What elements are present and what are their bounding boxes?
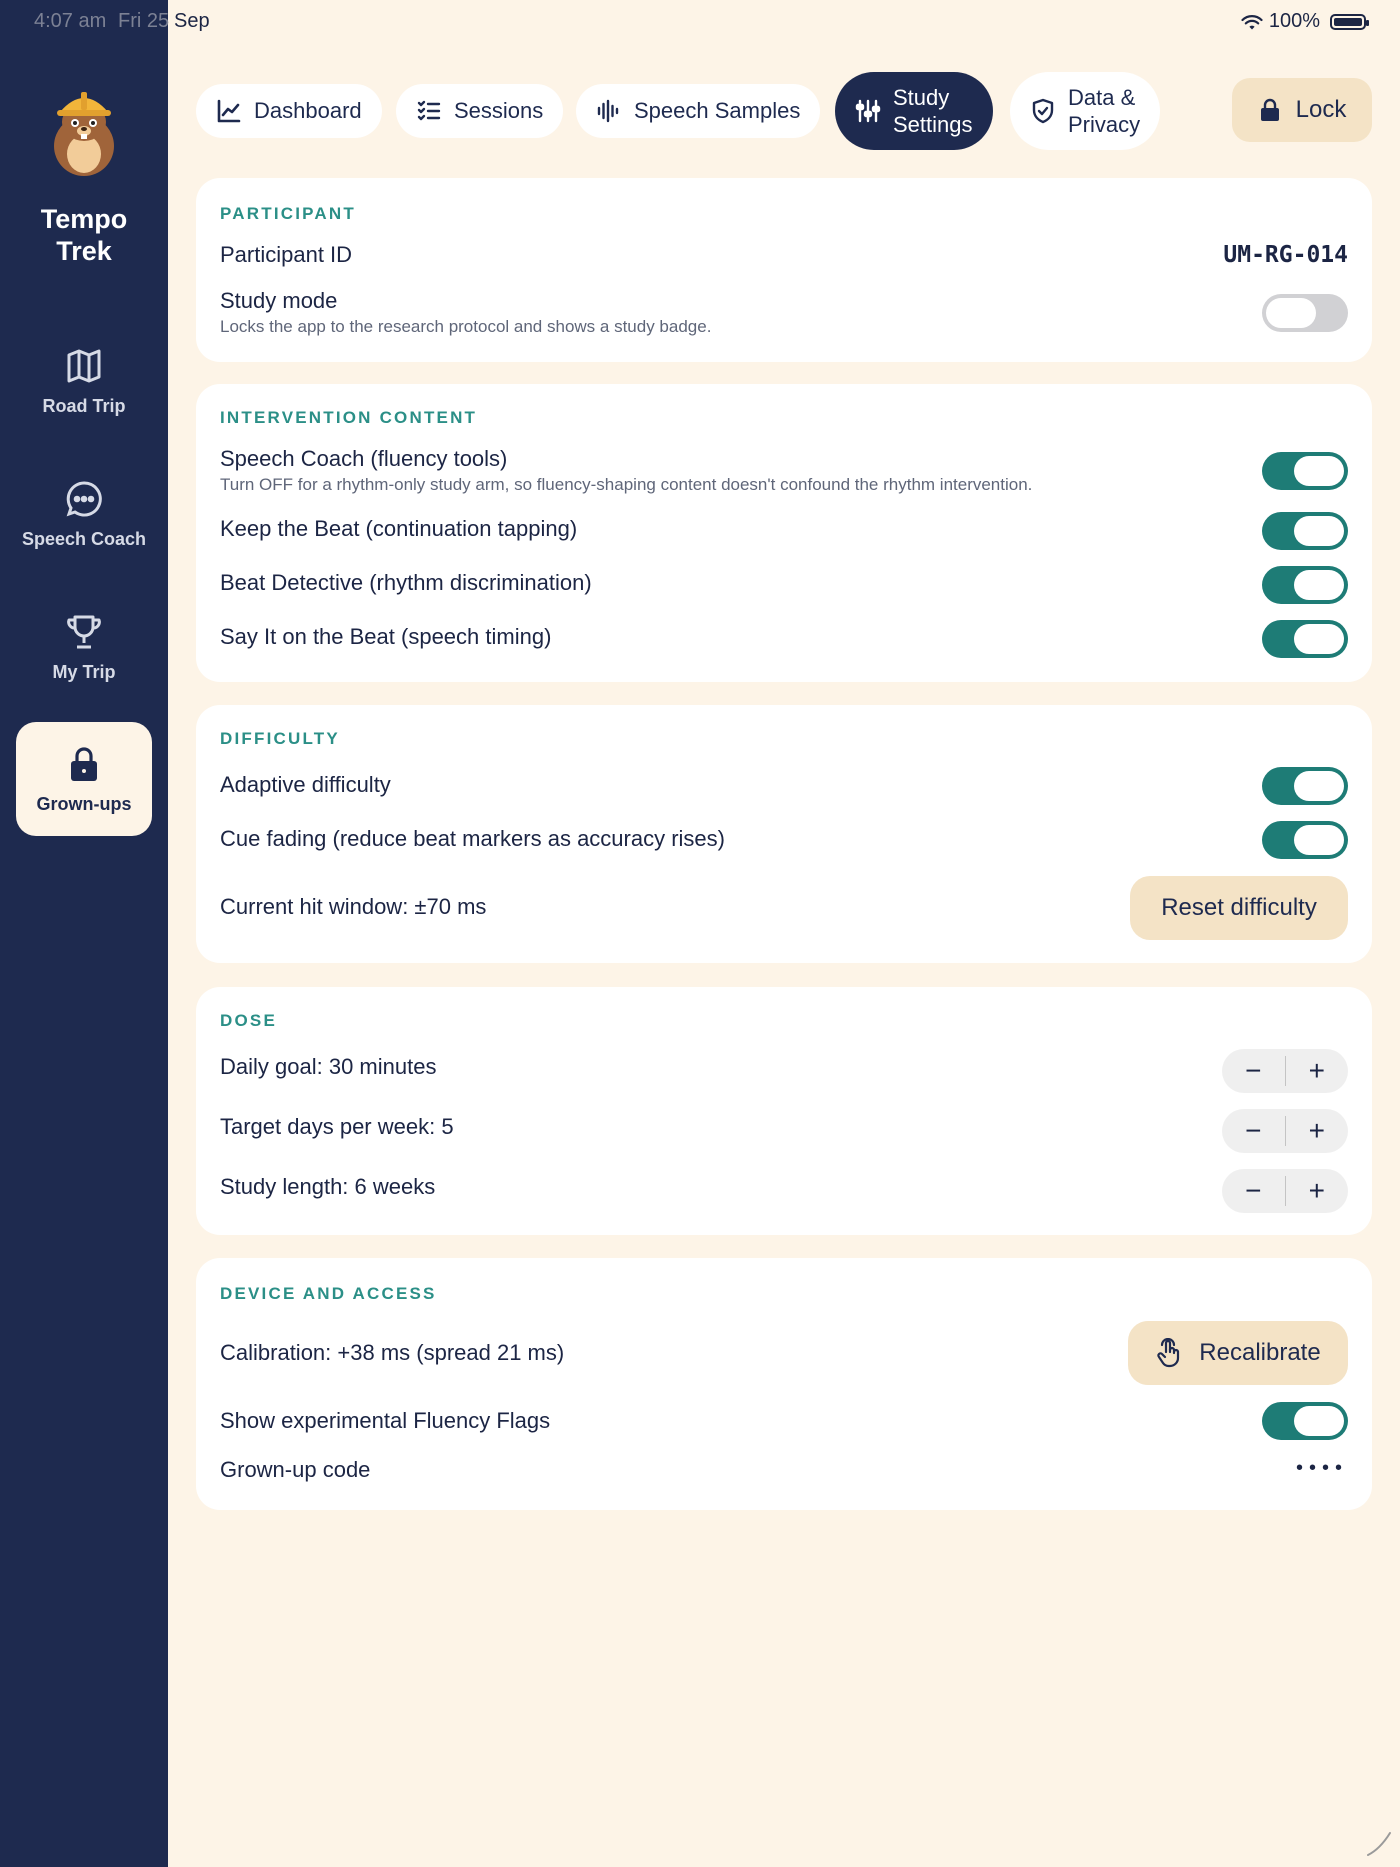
study-length-stepper xyxy=(1222,1169,1348,1213)
nav-grown-ups[interactable] xyxy=(16,722,152,836)
tap-hand-icon xyxy=(1155,1338,1185,1368)
intervention-section-title: INTERVENTION CONTENT xyxy=(220,408,478,427)
reset-difficulty-button-label: Reset difficulty xyxy=(1161,894,1317,921)
shield-check-icon xyxy=(1030,98,1056,124)
reset-difficulty-button[interactable] xyxy=(1130,876,1348,940)
tab-data-privacy[interactable] xyxy=(1010,72,1160,150)
participant-id-label: Participant ID xyxy=(220,242,353,267)
daily-goal-label: Daily goal: 30 minutes xyxy=(220,1054,437,1079)
status-indicators xyxy=(1241,10,1366,33)
grown-up-code-value[interactable]: •••• xyxy=(1295,1457,1348,1479)
adaptive-difficulty-label: Adaptive difficulty xyxy=(220,772,391,797)
study-mode-description: Locks the app to the research protocol and shows a study badge. xyxy=(220,317,712,336)
device-access-card xyxy=(196,1258,1372,1510)
study-length-decrement-button[interactable]: − xyxy=(1245,1175,1262,1206)
checklist-icon xyxy=(416,98,442,124)
pencil-scribble-icon xyxy=(1364,1829,1394,1859)
dose-card xyxy=(196,987,1372,1235)
difficulty-card xyxy=(196,705,1372,963)
app-title: Tempo Trek xyxy=(40,204,128,266)
speech-coach-description: Turn OFF for a rhythm-only study arm, so fluency-shaping content doesn't confound the rhythm intervention. xyxy=(220,475,1033,494)
sidebar xyxy=(0,0,168,1867)
speech-coach-label: Speech Coach (fluency tools) xyxy=(220,446,508,471)
daily-goal-stepper xyxy=(1222,1049,1348,1093)
intervention-card xyxy=(196,384,1372,682)
device-section-title: DEVICE AND ACCESS xyxy=(220,1284,437,1303)
tab-study-settings[interactable] xyxy=(835,72,993,150)
days-per-week-label: Target days per week: 5 xyxy=(220,1114,454,1139)
participant-section-title: PARTICIPANT xyxy=(220,204,356,223)
nav-grown-ups-label: Grown-ups xyxy=(36,793,132,814)
days-per-week-stepper xyxy=(1222,1109,1348,1153)
tab-speech-samples-label: Speech Samples xyxy=(634,98,801,123)
battery-icon xyxy=(1330,14,1366,30)
nav-road-trip[interactable] xyxy=(16,324,152,438)
say-it-on-the-beat-toggle[interactable] xyxy=(1262,620,1348,658)
nav-speech-coach-label: Speech Coach xyxy=(21,528,147,549)
participant-id-value: UM-RG-014 xyxy=(1223,242,1348,268)
status-date-month: Sep xyxy=(174,10,210,32)
study-length-label: Study length: 6 weeks xyxy=(220,1174,436,1199)
beat-detective-label: Beat Detective (rhythm discrimination) xyxy=(220,570,592,595)
keep-the-beat-toggle[interactable] xyxy=(1262,512,1348,550)
study-mode-label: Study mode xyxy=(220,288,338,313)
grown-up-code-label: Grown-up code xyxy=(220,1457,371,1482)
trophy-icon xyxy=(64,612,104,652)
tab-study-settings-label: Study Settings xyxy=(893,85,973,137)
days-per-week-decrement-button[interactable]: − xyxy=(1245,1115,1262,1146)
lock-icon xyxy=(64,744,104,784)
waveform-icon xyxy=(596,98,622,124)
days-per-week-increment-button[interactable]: + xyxy=(1308,1115,1325,1146)
map-icon xyxy=(64,346,104,386)
sliders-icon xyxy=(855,98,881,124)
beaver-mascot-logo xyxy=(44,82,124,178)
daily-goal-increment-button[interactable]: + xyxy=(1308,1055,1325,1086)
tab-data-privacy-label: Data & Privacy xyxy=(1068,85,1141,137)
speech-coach-toggle[interactable] xyxy=(1262,452,1348,490)
say-it-on-the-beat-label: Say It on the Beat (speech timing) xyxy=(220,624,552,649)
cue-fading-label: Cue fading (reduce beat markers as accuracy rises) xyxy=(220,826,725,851)
daily-goal-decrement-button[interactable]: − xyxy=(1245,1055,1262,1086)
lock-button[interactable] xyxy=(1232,78,1372,142)
lock-button-label: Lock xyxy=(1295,96,1347,123)
adaptive-difficulty-toggle[interactable] xyxy=(1262,767,1348,805)
tab-sessions-label: Sessions xyxy=(454,98,544,123)
chart-line-icon xyxy=(216,98,242,124)
beat-detective-toggle[interactable] xyxy=(1262,566,1348,604)
cue-fading-toggle[interactable] xyxy=(1262,821,1348,859)
tab-speech-samples[interactable] xyxy=(576,84,820,138)
study-length-increment-button[interactable]: + xyxy=(1308,1175,1325,1206)
wifi-icon xyxy=(1241,13,1263,31)
nav-speech-coach[interactable] xyxy=(16,457,152,571)
fluency-flags-label: Show experimental Fluency Flags xyxy=(220,1408,551,1433)
study-mode-toggle[interactable] xyxy=(1262,294,1348,332)
nav-my-trip-label: My Trip xyxy=(52,661,116,682)
lock-icon xyxy=(1258,98,1282,122)
fluency-flags-toggle[interactable] xyxy=(1262,1402,1348,1440)
tab-dashboard-label: Dashboard xyxy=(254,98,362,123)
status-time: 4:07 am xyxy=(34,10,107,32)
status-date: Fri 25 xyxy=(118,10,170,32)
keep-the-beat-label: Keep the Beat (continuation tapping) xyxy=(220,516,578,541)
status-bar xyxy=(0,0,1400,44)
calibration-label: Calibration: +38 ms (spread 21 ms) xyxy=(220,1340,565,1365)
tab-sessions[interactable] xyxy=(396,84,563,138)
recalibrate-button-label: Recalibrate xyxy=(1199,1339,1321,1366)
recalibrate-button[interactable] xyxy=(1128,1321,1348,1385)
dose-section-title: DOSE xyxy=(220,1011,277,1030)
battery-percent: 100% xyxy=(1268,10,1320,32)
chat-bubble-icon xyxy=(64,479,104,519)
participant-card xyxy=(196,178,1372,362)
difficulty-section-title: DIFFICULTY xyxy=(220,729,340,748)
nav-road-trip-label: Road Trip xyxy=(42,395,126,416)
nav-my-trip[interactable] xyxy=(16,590,152,704)
hit-window-label: Current hit window: ±70 ms xyxy=(220,894,487,919)
tab-dashboard[interactable] xyxy=(196,84,382,138)
